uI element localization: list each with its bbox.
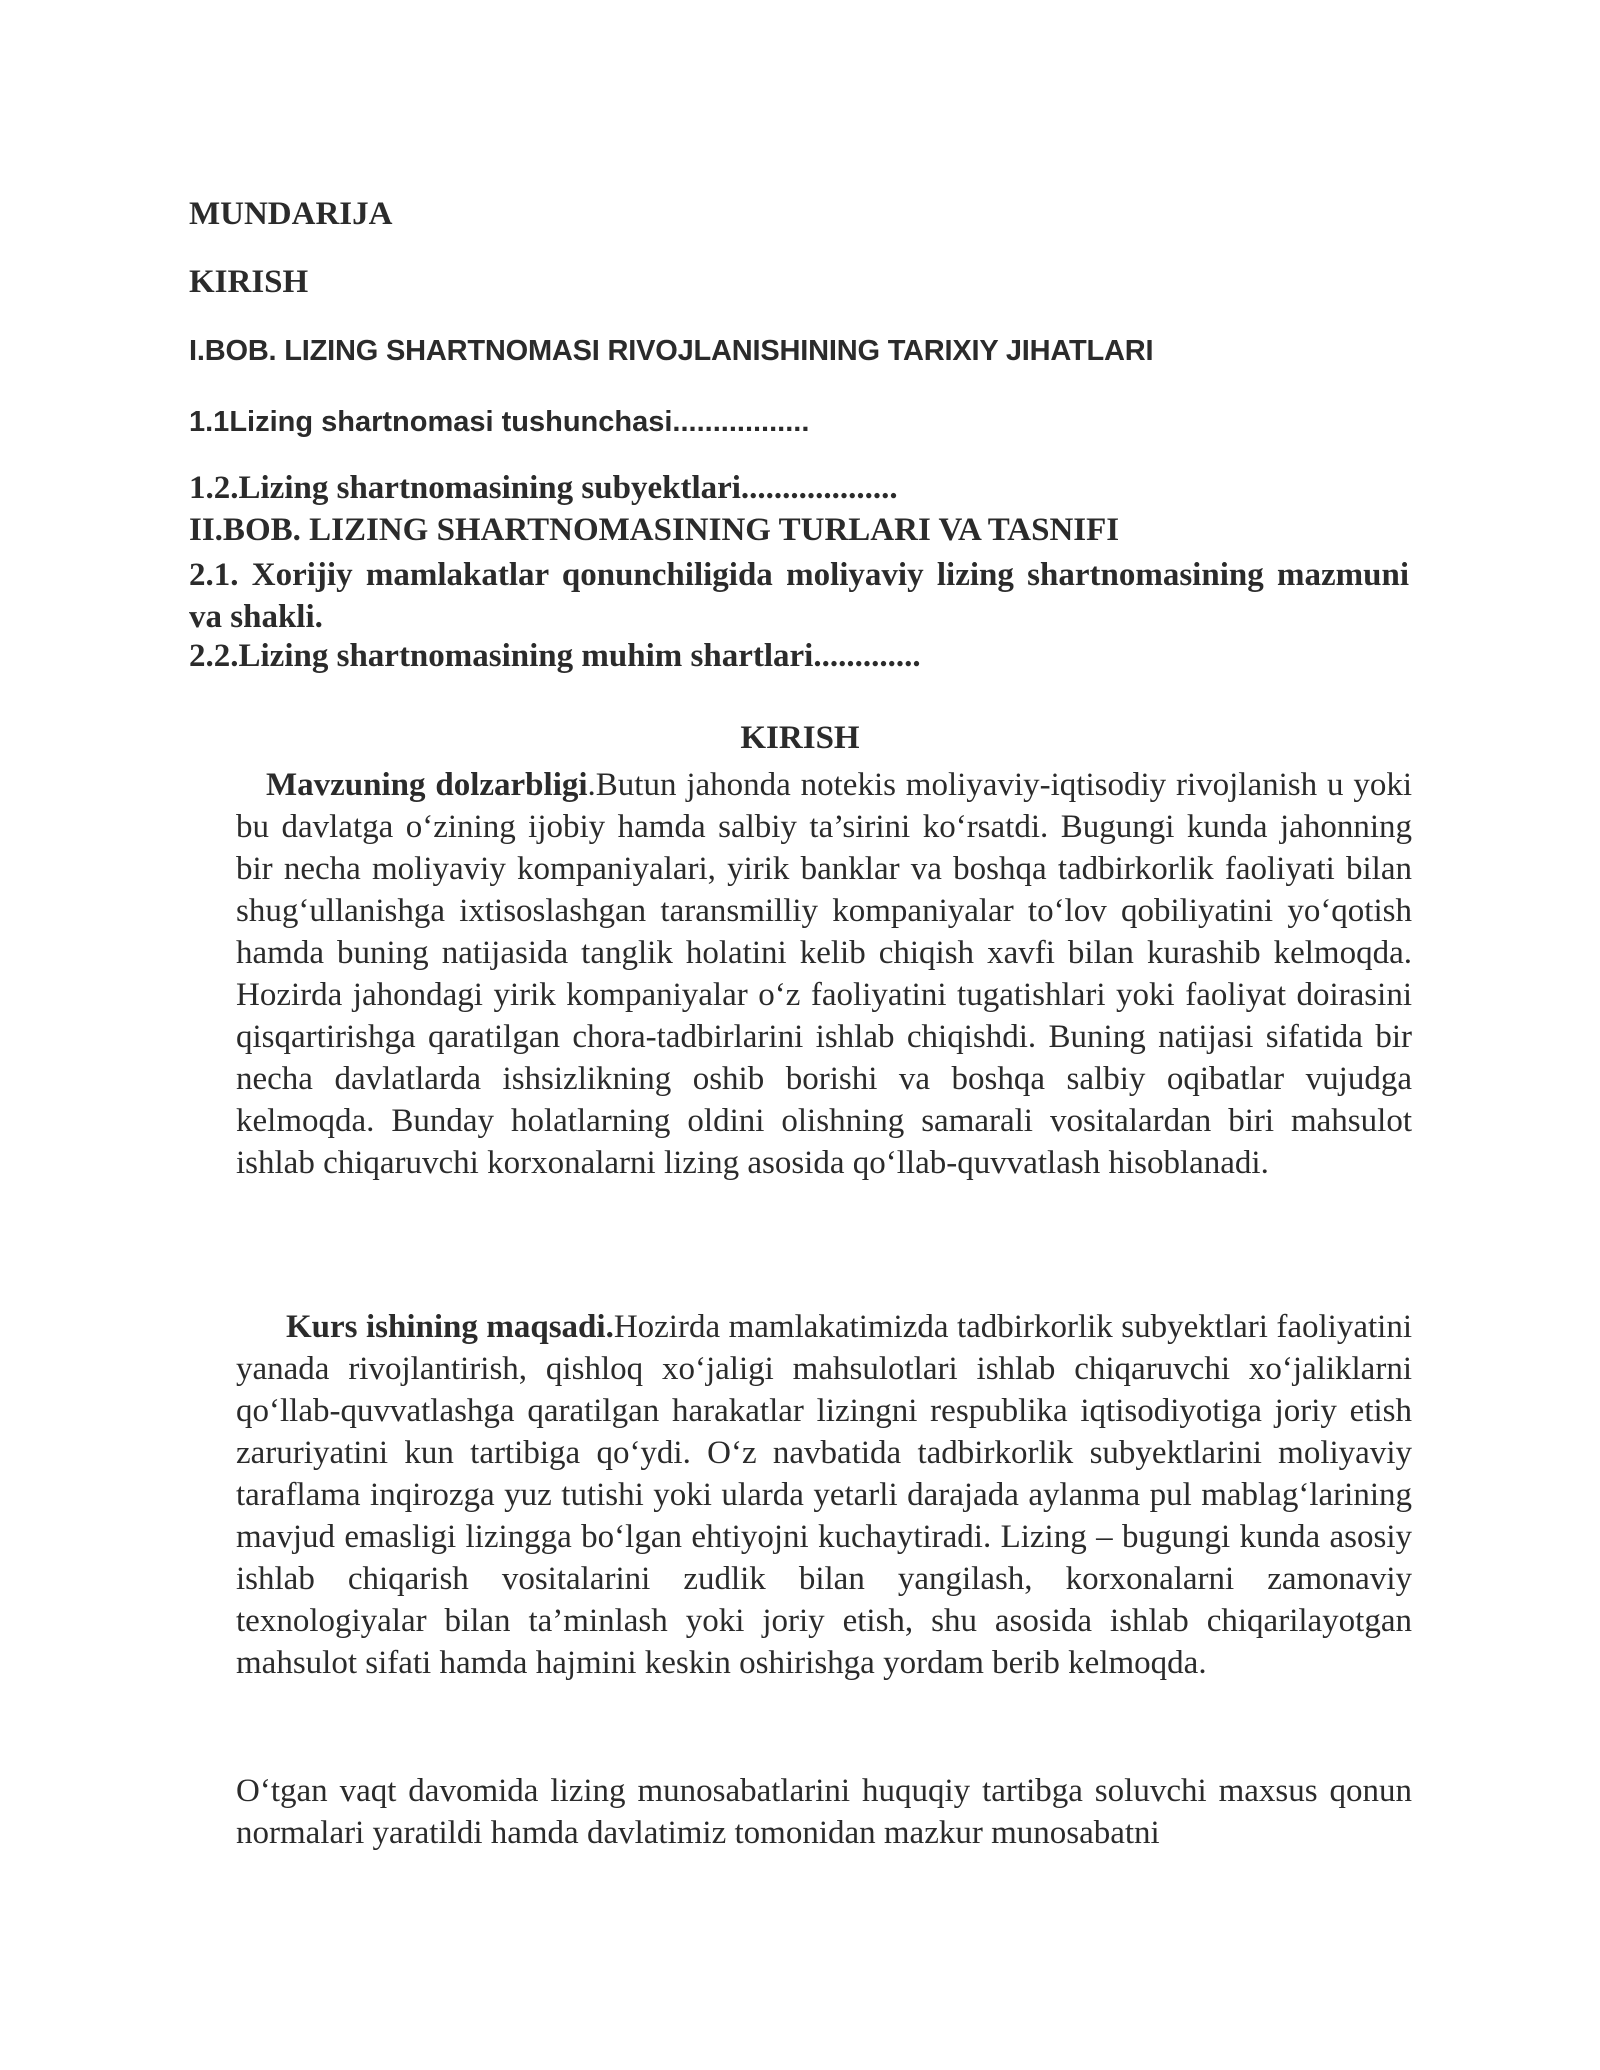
paragraph-history: O‘tgan vaqt davomida lizing munosabatlarini huquqiy tartibga soluvchi maxsus qonun normalari yaratildi hamda davlatimiz tomonidan mazkur munosabatni [236,1773,1412,1851]
paragraph-relevance [236,764,1412,1184]
paragraph-body: Hozirda mamlakatimizda tadbirkorlik subyektlari faoliyatini yanada rivojlantirish, qishloq xo‘jaligi mahsulotlari ishlab chiqaruvchi xo‘jaliklarni qo‘llab-quvvatlashga qaratilgan harakatlar lizingni respublika iqtisodiyotiga joriy etish zaruriyatini kun tartibiga qo‘ydi. O‘z navbatida tadbirkorlik subyektlarini moliyaviy taraflama inqirozga yuz tutishi yoki ularda yetarli darajada aylanma pul mablag‘larining mavjud emasligi lizingga bo‘lgan ehtiyojni kuchaytiradi. Lizing – bugungi kunda asosiy ishlab chiqarish vositalarini zudlik bilan yangilash, korxonalarni zamonaviy texnologiyalar bilan ta’minlash yoki joriy etish, shu asosida ishlab chiqarilayotgan mahsulot sifati hamda hajmini keskin oshirishga yordam berib kelmoqda. [236,1309,1412,1681]
toc-title: MUNDARIJA [189,196,393,232]
toc-item-kirish: KIRISH [189,264,309,300]
paragraph-lead: Mavzuning dolzarbligi [266,767,588,803]
toc-item-2-1: 2.1. Xorijiy mamlakatlar qonunchiligida moliyaviy lizing shartnomasining mazmuni va shakli. [189,557,1409,635]
toc-item-1-2: 1.2.Lizing shartnomasining subyektlari................... [189,470,898,506]
toc-item-2-2: 2.2.Lizing shartnomasining muhim shartlari............. [189,638,921,674]
toc-item-bob2: II.BOB. LIZING SHARTNOMASINING TURLARI VA TASNIFI [189,512,1120,548]
toc-item-bob1: I.BOB. LIZING SHARTNOMASI RIVOJLANISHINING TARIXIY JIHATLARI [189,335,1154,367]
section-heading: KIRISH [740,720,860,756]
toc-item-1-1: 1.1Lizing shartnomasi tushunchasi................. [189,406,810,438]
paragraph-body: .Butun jahonda notekis moliyaviy-iqtisodiy rivojlanish u yoki bu davlatga o‘zining ijobiy hamda salbiy ta’sirini ko‘rsatdi. Bugungi kunda jahonning bir necha moliyaviy kompaniyalari, yirik banklar va boshqa tadbirkorlik faoliyati bilan shug‘ullanishga ixtisoslashgan taransmilliy kompaniyalar to‘lov qobiliyatini yo‘qotish hamda buning natijasida tanglik holatini kelib chiqish xavfi bilan kurashib kelmoqda. Hozirda jahondagi yirik kompaniyalar o‘z faoliyatini tugatishlari yoki faoliyat doirasini qisqartirishga qaratilgan chora-tadbirlarini ishlab chiqishdi. Buning natijasi sifatida bir necha davlatlarda ishsizlikning oshib borishi va boshqa salbiy oqibatlar vujudga kelmoqda. Bunday holatlarning oldini olishning samarali vositalardan biri mahsulot ishlab chiqaruvchi korxonalarni lizing asosida qo‘llab-quvvatlash hisoblanadi. [236,767,1412,1181]
paragraph-goal [236,1306,1412,1684]
paragraph-lead: Kurs ishining maqsadi. [286,1309,614,1345]
